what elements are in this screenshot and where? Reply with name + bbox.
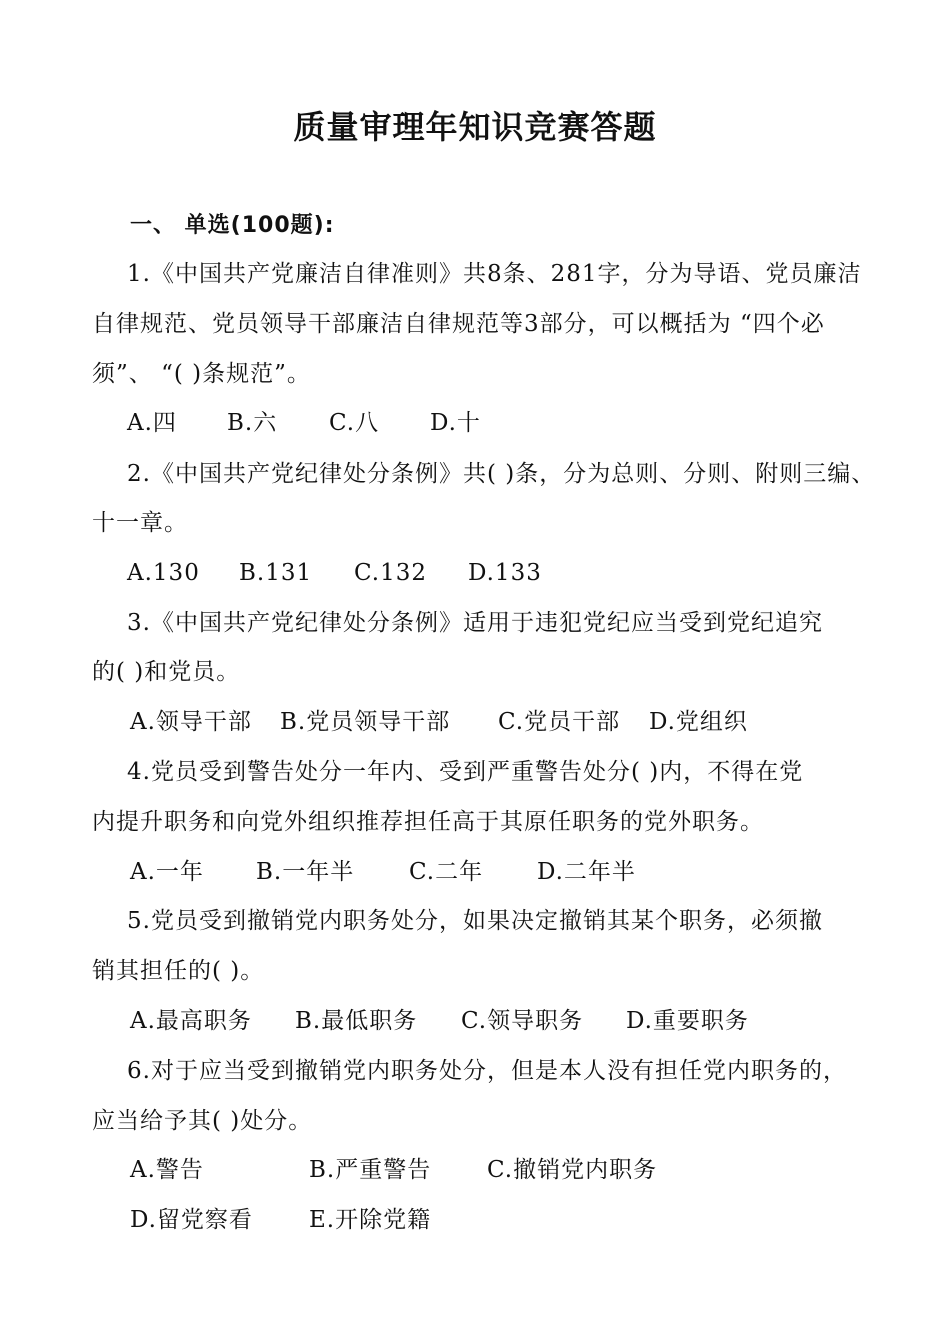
option-d: D.留党察看 bbox=[130, 1207, 253, 1233]
option-b: B.131 bbox=[239, 560, 313, 586]
question-text-line: 3.《中国共产党纪律处分条例》适用于违犯党纪应当受到党纪追究 bbox=[127, 610, 823, 636]
option-d: D.重要职务 bbox=[626, 1008, 749, 1034]
option-c: C.二年 bbox=[409, 859, 484, 885]
option-c: C.党员干部 bbox=[498, 709, 621, 735]
question-text-line: 5.党员受到撤销党内职务处分，如果决定撤销其某个职务，必须撤 bbox=[127, 908, 823, 934]
question-text-line: 2.《中国共产党纪律处分条例》共( )条，分为总则、分则、附则三编、 bbox=[127, 461, 876, 487]
question-text-line: 内提升职务和向党外组织推荐担任高于其原任职务的党外职务。 bbox=[92, 809, 764, 835]
page-title: 质量审理年知识竞赛答题 bbox=[293, 108, 657, 146]
question-text-line: 须”、 “( )条规范”。 bbox=[92, 361, 311, 387]
question-text-line: 6.对于应当受到撤销党内职务处分，但是本人没有担任党内职务的， bbox=[127, 1058, 847, 1084]
option-c: C.领导职务 bbox=[461, 1008, 584, 1034]
option-b: B.最低职务 bbox=[295, 1008, 418, 1034]
option-b: B.严重警告 bbox=[309, 1157, 432, 1183]
option-a: A.领导干部 bbox=[130, 709, 252, 735]
question-text-line: 应当给予其( )处分。 bbox=[92, 1108, 313, 1134]
option-c: C.132 bbox=[354, 560, 427, 586]
option-c: C.撤销党内职务 bbox=[487, 1157, 658, 1183]
option-a: A.警告 bbox=[130, 1157, 204, 1183]
option-c: C.八 bbox=[329, 410, 380, 436]
option-e: E.开除党籍 bbox=[309, 1207, 432, 1233]
option-b: B.六 bbox=[227, 410, 278, 436]
option-a: A.130 bbox=[127, 560, 200, 586]
option-d: D.二年半 bbox=[537, 859, 636, 885]
question-text-line: 销其担任的( )。 bbox=[92, 958, 265, 984]
question-text-line: 十一章。 bbox=[92, 510, 188, 536]
section-heading: 一、 单选(100题): bbox=[130, 213, 335, 238]
option-d: D.党组织 bbox=[649, 709, 748, 735]
option-b: B.党员领导干部 bbox=[280, 709, 451, 735]
option-b: B.一年半 bbox=[256, 859, 355, 885]
question-text-line: 1.《中国共产党廉洁自律准则》共8条、281字，分为导语、党员廉洁 bbox=[127, 261, 862, 287]
question-text-line: 的( )和党员。 bbox=[92, 659, 241, 685]
option-d: D.十 bbox=[430, 410, 481, 436]
option-d: D.133 bbox=[468, 560, 542, 586]
option-a: A.四 bbox=[127, 410, 177, 436]
question-text-line: 自律规范、党员领导干部廉洁自律规范等3部分，可以概括为 “四个必 bbox=[92, 311, 825, 337]
option-a: A.最高职务 bbox=[130, 1008, 252, 1034]
question-text-line: 4.党员受到警告处分一年内、受到严重警告处分( )内，不得在党 bbox=[127, 759, 804, 785]
option-a: A.一年 bbox=[130, 859, 204, 885]
